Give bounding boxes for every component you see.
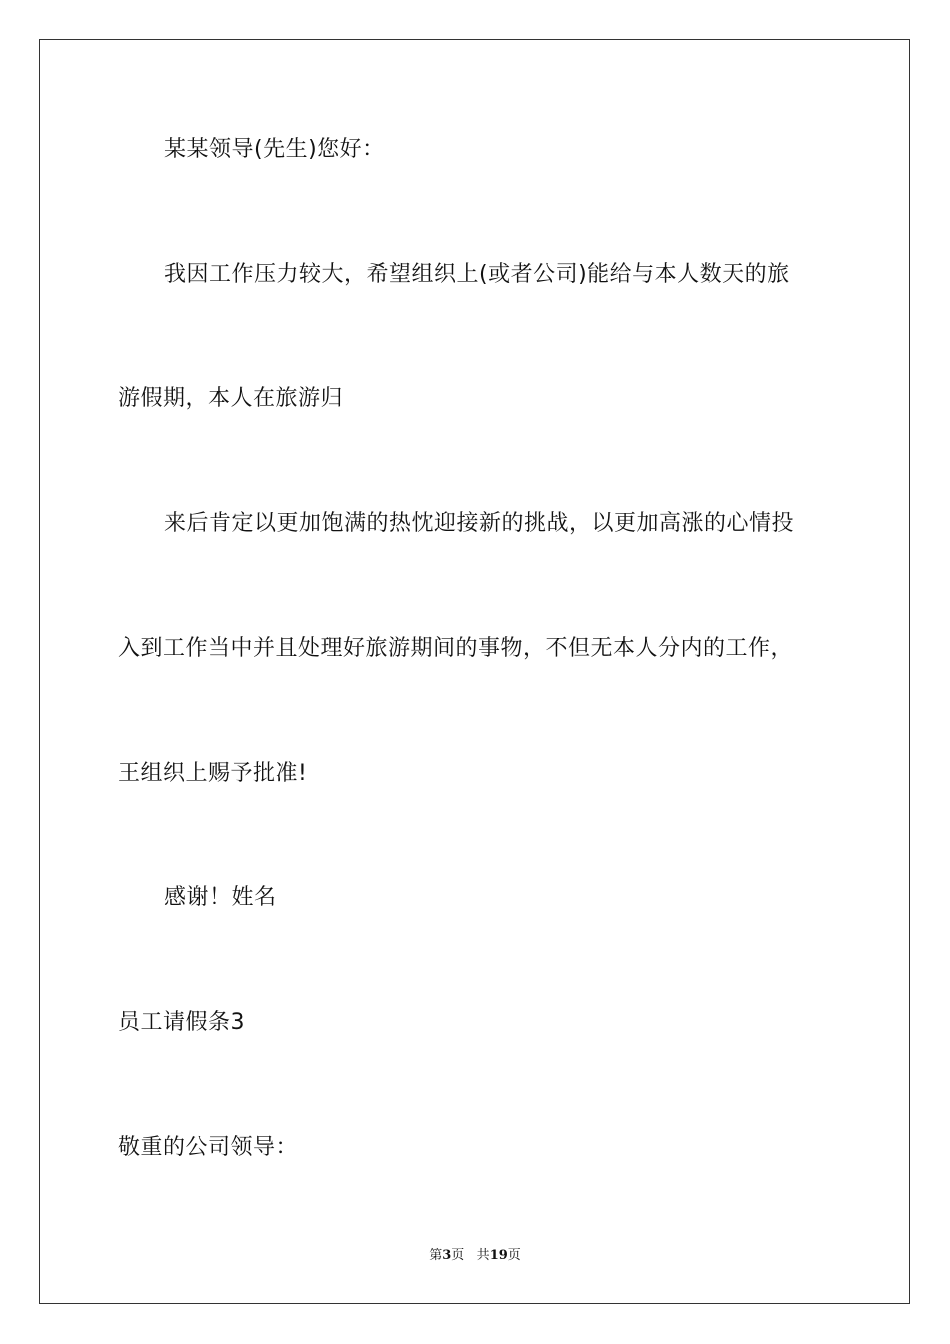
total-pages: 19: [489, 1248, 508, 1263]
section-heading: 员工请假条3: [118, 1010, 245, 1035]
body-paragraph-line: 我因工作压力较大，希望组织上(或者公司)能给与本人数天的旅: [164, 262, 790, 287]
total-prefix: 共: [476, 1248, 490, 1263]
body-paragraph-line: 王组织上赐予批准!: [118, 761, 308, 786]
salutation-line: 敬重的公司领导：: [118, 1135, 299, 1160]
page-prefix: 第: [429, 1248, 443, 1263]
body-paragraph-line: 游假期，本人在旅游归: [118, 386, 344, 411]
page-border: [39, 39, 910, 1304]
page-suffix: 页: [451, 1248, 465, 1263]
closing-line: 感谢！姓名: [164, 885, 277, 910]
page-footer: [0, 1247, 950, 1265]
salutation-line: 某某领导(先生)您好：: [164, 137, 385, 162]
body-paragraph-line: 入到工作当中并且处理好旅游期间的事物，不但无本人分内的工作，: [118, 636, 794, 661]
body-paragraph-line: 来后肯定以更加饱满的热忱迎接新的挑战，以更加高涨的心情投: [164, 511, 795, 536]
total-suffix: 页: [507, 1248, 521, 1263]
page-number: 3: [442, 1248, 452, 1263]
